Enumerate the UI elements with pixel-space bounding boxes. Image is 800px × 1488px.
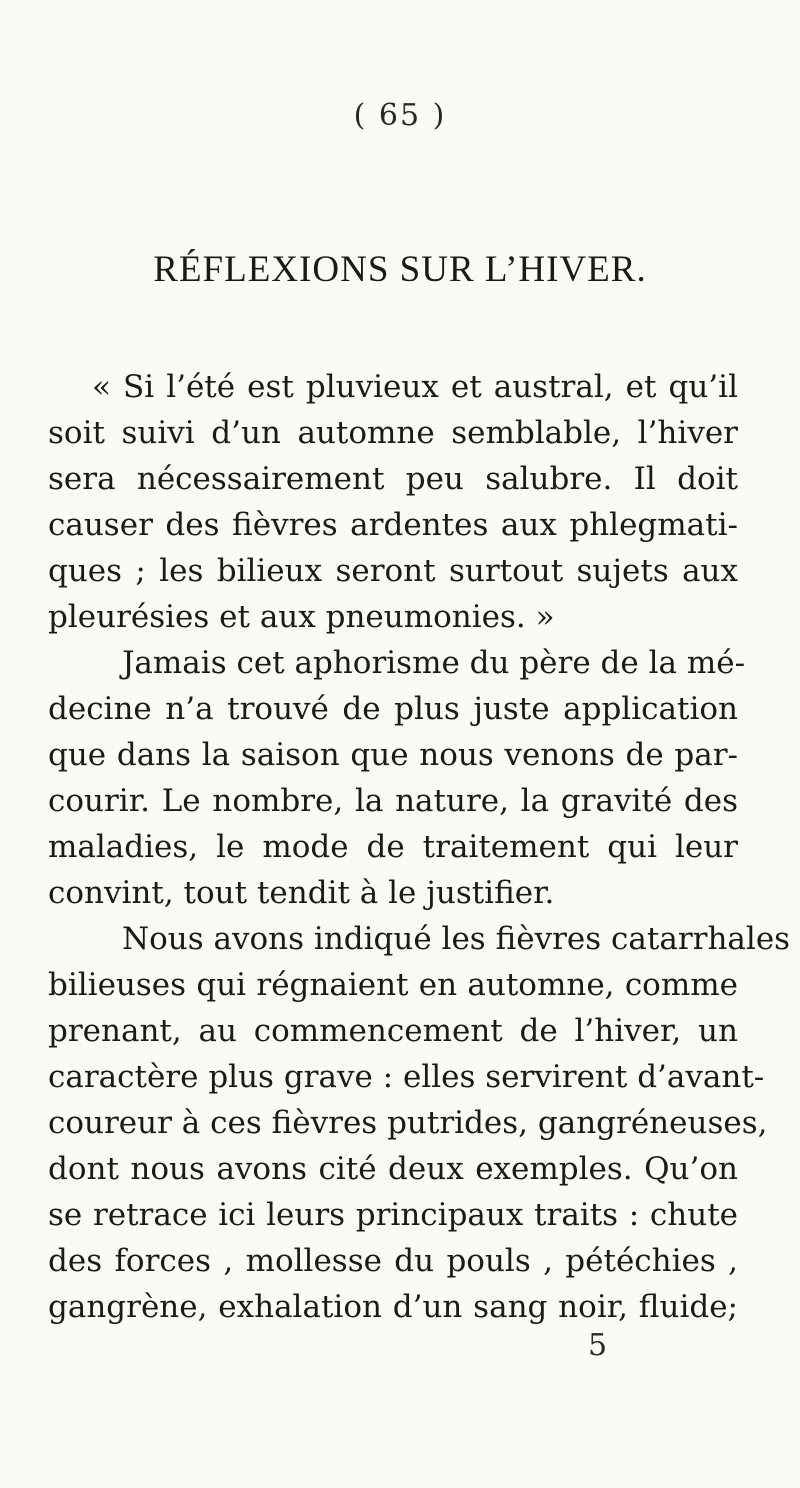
text-line: Jamais cet aphorisme du père de la mé- (122, 645, 746, 681)
text-line: se retrace ici leurs principaux traits : chute (48, 1197, 738, 1233)
text-line: maladies, le mode de traitement qui leur (48, 829, 738, 865)
text-line: decine n’a trouvé de plus juste application (48, 691, 738, 727)
text-line: « Si l’été est pluvieux et austral, et qu’il (92, 369, 738, 405)
text-line: coureur à ces fièvres putrides, gangréneuses, (48, 1105, 768, 1141)
text-line: bilieuses qui régnaient en automne, comme (48, 967, 738, 1003)
text-line: dont nous avons cité deux exemples. Qu’on (48, 1151, 738, 1187)
text-line: pleurésies et aux pneumonies. » (48, 599, 555, 635)
text-line: courir. Le nombre, la nature, la gravité des (48, 783, 738, 819)
signature-mark: 5 (588, 1328, 608, 1363)
chapter-title: RÉFLEXIONS SUR L’HIVER. (153, 249, 647, 290)
text-line: soit suivi d’un automne semblable, l’hiver (48, 415, 738, 451)
text-line: Nous avons indiqué les fièvres catarrhales (122, 921, 791, 957)
text-line: ques ; les bilieux seront surtout sujets aux (48, 553, 738, 589)
text-line: caractère plus grave : elles servirent d’avant- (48, 1059, 765, 1095)
text-line: gangrène, exhalation d’un sang noir, fluide; (48, 1289, 738, 1325)
text-line: sera nécessairement peu salubre. Il doit (48, 461, 738, 497)
text-line: des forces , mollesse du pouls , pétéchies , (48, 1243, 738, 1279)
page-number: ( 65 ) (353, 98, 447, 133)
text-line: que dans la saison que nous venons de par- (48, 737, 738, 773)
text-line: prenant, au commencement de l’hiver, un (48, 1013, 738, 1049)
text-line: convint, tout tendit à le justifier. (48, 875, 555, 911)
text-line: causer des fièvres ardentes aux phlegmati- (48, 507, 738, 543)
